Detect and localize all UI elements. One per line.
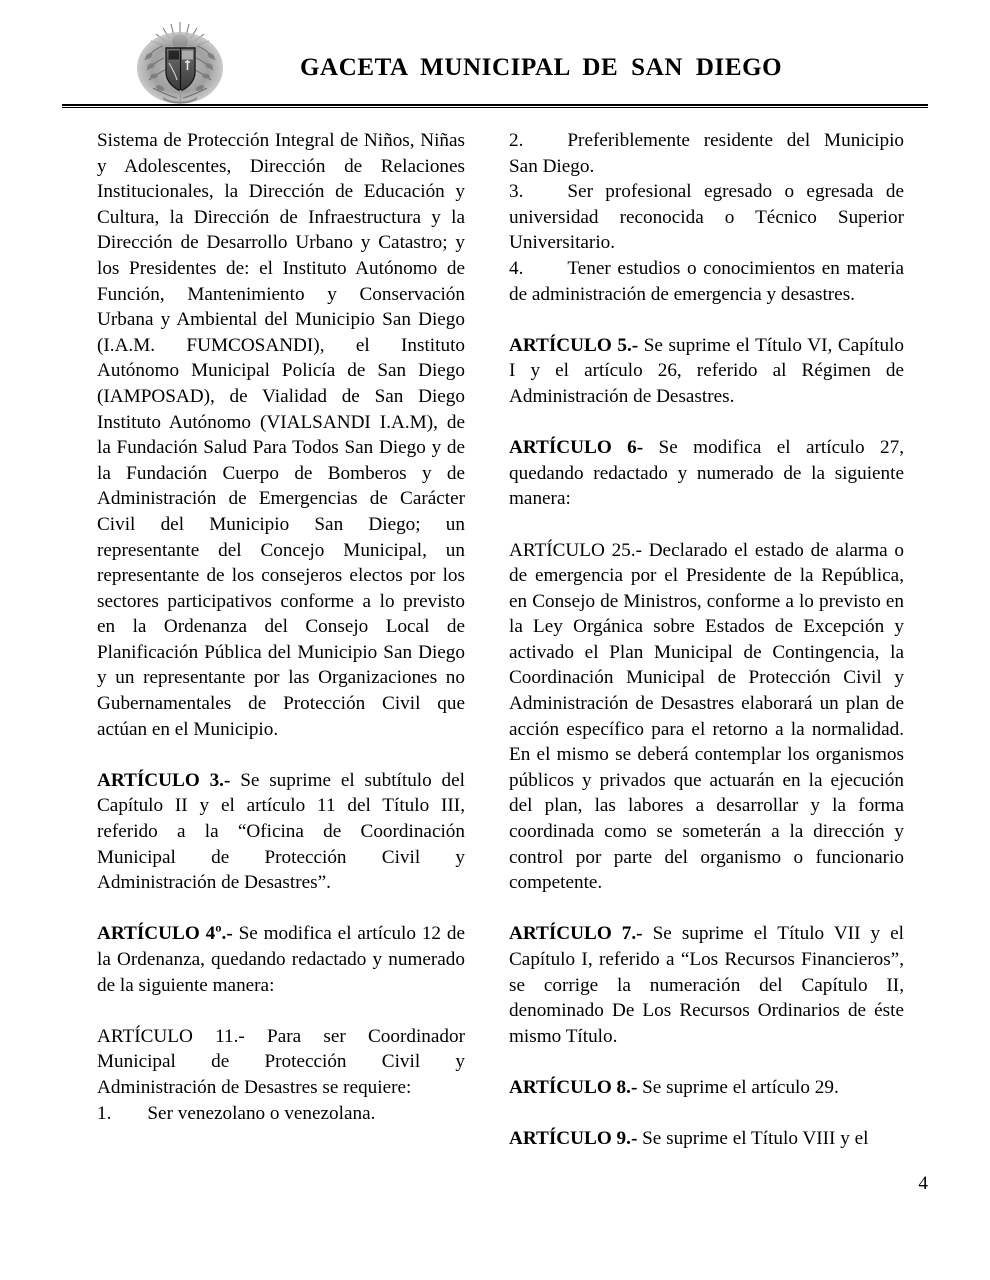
article-6 xyxy=(509,435,904,512)
article-8-text: Se suprime el artículo 29. xyxy=(637,1076,839,1098)
column-left xyxy=(97,128,465,1126)
article-5-heading-suffix: .- xyxy=(626,334,639,356)
requirement-2-text: Preferiblemente residente del Municipio San Diego. xyxy=(509,130,904,177)
article-3 xyxy=(97,768,465,896)
article-6-heading-suffix: - xyxy=(636,437,644,459)
paragraph-continuation: Sistema de Protección Integral de Niños, Niñas y Adolescentes, Dirección de Relaciones Institucionales, la Dirección de Educación y Cultura, la Dirección de Infraestructura y la Dirección de Desarrollo Urbano y Catastro; y los Presidentes de: el Instituto Autónomo de Función, Mantenimiento y Conservación Urbana y Ambiental del Municipio San Diego (I.A.M. FUMCOSANDI), el Instituto Autónomo Municipal Policía de San Diego (IAMPOSAD), de Vialidad de San Diego Instituto Autónomo (VIALSANDI I.A.M), de la Fundación Salud Para Todos San Diego y de la Fundación Cuerpo de Bomberos y de Administración de Emergencias de Carácter Civil del Municipio San Diego; un representante del Concejo Municipal, un representante de los consejeros electos por los sectores participativos conforme a lo previsto en la Ordenanza del Consejo Local de Planificación Pública del Municipio San Diego y un representante por las Organizaciones no Gubernamentales de Protección Civil que actúan en el Municipio. xyxy=(97,130,465,740)
page-number: 4 xyxy=(918,1173,928,1194)
article-8-heading-suffix: .- xyxy=(626,1076,638,1098)
article-7-heading-suffix: .- xyxy=(631,923,643,945)
article-7-text: Se suprime el Título VII y el Capítulo I, referido a “Los Recursos Financieros”, se corrige la numeración del Capítulo II, denominado De Los Recursos Ordinarios de éste mismo Título. xyxy=(509,923,904,1047)
article-8 xyxy=(509,1075,904,1101)
article-6-text: Se modifica el artículo 27, quedando redactado y numerado de la siguiente manera: xyxy=(509,437,904,510)
paragraph-spacer xyxy=(509,512,904,538)
article-5-text: Se suprime el Título VI, Capítulo I y el artículo 26, referido al Régimen de Administración de Desastres. xyxy=(509,334,904,407)
paragraph-spacer xyxy=(509,410,904,436)
requirement-3-number: 3. xyxy=(509,181,524,203)
article-9 xyxy=(509,1126,904,1152)
requirement-item-2 xyxy=(509,128,904,179)
article-9-heading: ARTÍCULO 9 xyxy=(509,1128,627,1150)
paragraph-spacer xyxy=(97,998,465,1024)
requirement-4-text: Tener estudios o conocimientos en materia de administración de emergencia y desastres. xyxy=(509,257,904,305)
article-8-heading: ARTÍCULO 8 xyxy=(509,1076,627,1098)
requirement-3-text: Ser profesional egresado o egresada de universidad reconocida o Técnico Superior Universitario. xyxy=(509,181,904,254)
coat-of-arms-icon xyxy=(133,18,228,110)
article-4 xyxy=(97,921,465,998)
paragraph-spacer xyxy=(509,896,904,922)
requirement-item-4 xyxy=(509,256,904,307)
article-4-heading-suffix: .- xyxy=(221,923,233,945)
article-5 xyxy=(509,333,904,410)
article-6-heading: ARTÍCULO 6 xyxy=(509,437,637,459)
divider-line-thick xyxy=(62,104,928,106)
paragraph-spacer xyxy=(97,742,465,768)
article-5-heading: ARTÍCULO 5 xyxy=(509,334,627,356)
divider-line-thin xyxy=(62,107,928,108)
header-divider xyxy=(62,104,928,108)
requirement-1-text: Ser venezolano o venezolana. xyxy=(147,1102,376,1124)
article-3-heading: ARTÍCULO 3 xyxy=(97,769,220,791)
article-4-heading: ARTÍCULO 4º xyxy=(97,923,222,945)
requirement-2-number: 2. xyxy=(509,130,524,151)
requirement-item-3 xyxy=(509,179,904,256)
article-3-text: Se suprime el subtítulo del Capítulo II y el artículo 11 del Título III, referido a la “Oficina de Coordinación Municipal de Protección Civil y Administración de Desastres”. xyxy=(97,769,465,894)
requirement-4-number: 4. xyxy=(509,257,524,279)
paragraph-spacer xyxy=(97,896,465,922)
paragraph-spacer xyxy=(509,1049,904,1075)
article-7-heading: ARTÍCULO 7 xyxy=(509,923,632,945)
article-9-text: Se suprime el Título VIII y el xyxy=(637,1128,869,1150)
column-right xyxy=(509,128,904,1152)
page-title: GACETA MUNICIPAL DE SAN DIEGO xyxy=(300,54,783,81)
article-4-text: Se modifica el artículo 12 de la Ordenanza, quedando redactado y numerado de la siguiente manera: xyxy=(97,923,465,996)
article-7 xyxy=(509,921,904,1049)
article-25-quoted: ARTÍCULO 25.- Declarado el estado de alarma o de emergencia por el Presidente de la República, en Consejo de Ministros, conforme a lo previsto en la Ley Orgánica sobre Estados de Excepción y activado el Plan Municipal de Contingencia, la Coordinación Municipal de Protección Civil y Administración de Desastres elaborará un plan de acción específico para el retorno a la normalidad. En el mismo se deberá contemplar los organismos públicos y privados que actuarán en la ejecución del plan, las labores a desarrollar y la forma coordinada como se someterán a la dirección y control por parte del organismo o funcionario competente. xyxy=(509,539,904,894)
requirement-1-number: 1. xyxy=(97,1102,112,1124)
article-9-heading-suffix: .- xyxy=(626,1128,638,1150)
requirement-item-1 xyxy=(97,1101,465,1127)
page-header xyxy=(0,0,990,112)
paragraph-spacer xyxy=(509,307,904,333)
article-3-heading-suffix: .- xyxy=(219,769,231,791)
article-11-quoted: ARTÍCULO 11.- Para ser Coordinador Municipal de Protección Civil y Administración de Desastres se requiere: xyxy=(97,1025,465,1098)
paragraph-spacer xyxy=(509,1101,904,1127)
